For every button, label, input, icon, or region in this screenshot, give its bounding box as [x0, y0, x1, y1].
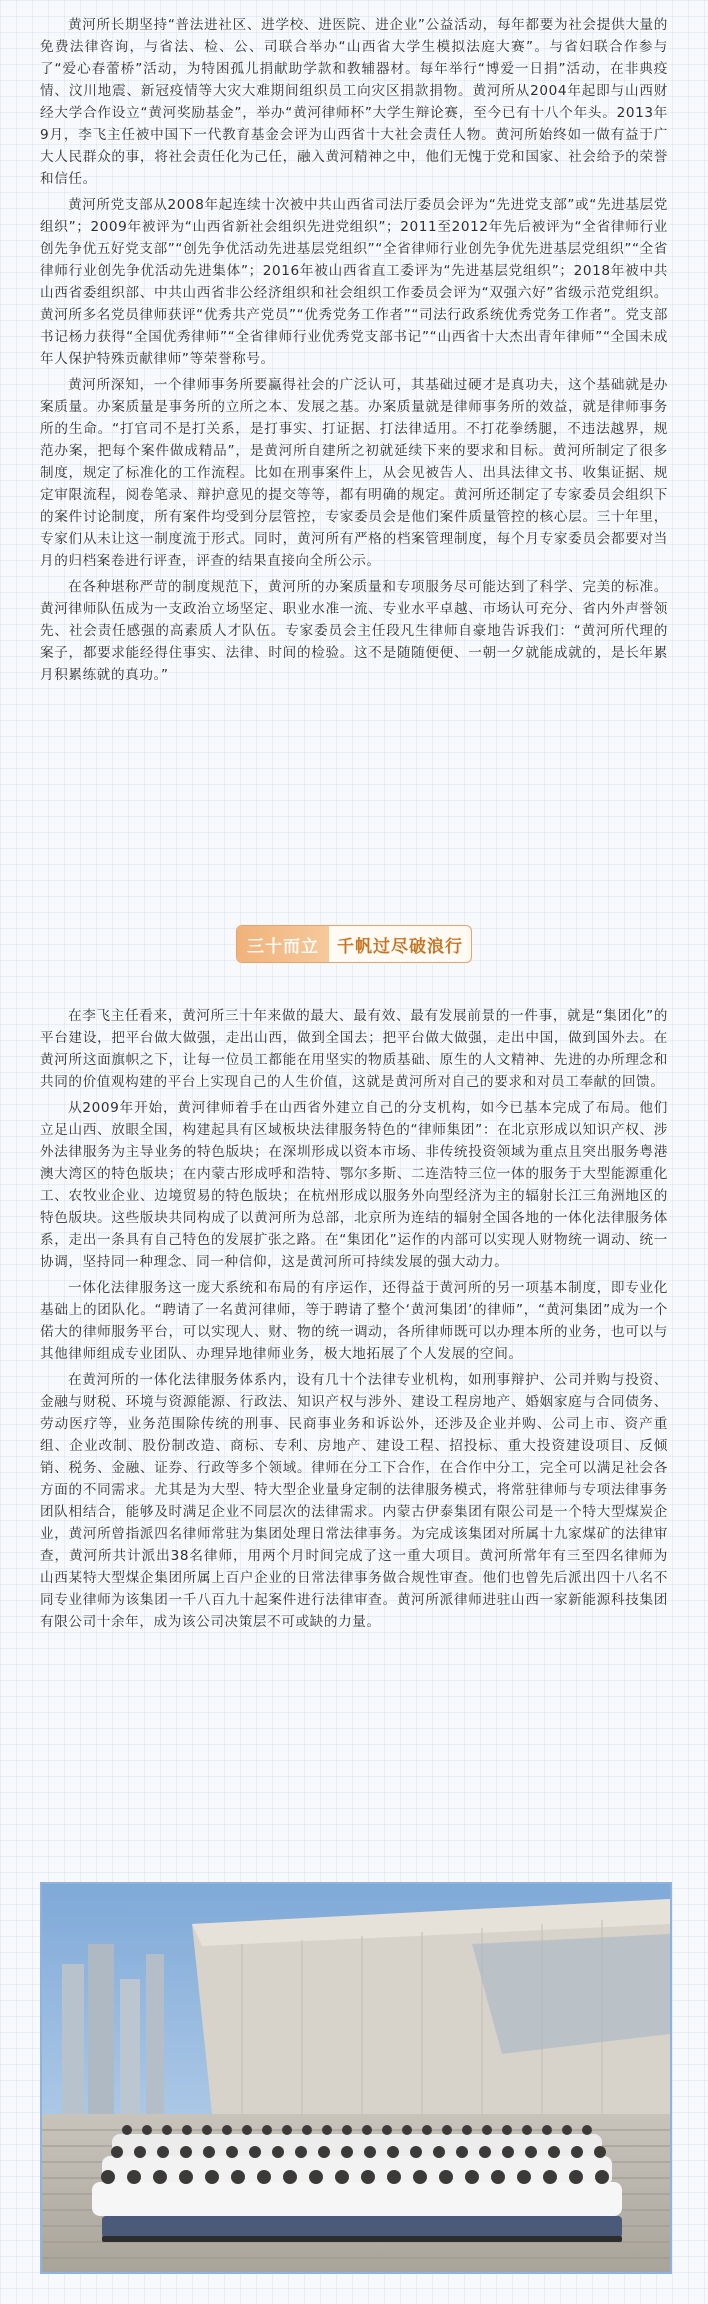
section-heading-wrap	[0, 925, 708, 969]
paragraph-public-welfare: 黄河所长期坚持“普法进社区、进学校、进医院、进企业”公益活动，每年都要为社会提供大量的免费法律咨询，与省法、检、公、司联合举办“山西省大学生模拟法庭大赛”。与省妇联合作参与了“爱心春蕾桥”活动，为特困孤儿捐献助学款和教辅器材。每年举行“博爱一日捐”活动，在非典疫情、汶川地震、新冠疫情等大灾大难期间组织员工向灾区捐款捐物。黄河所从2004年起即与山西财经大学合作设立“黄河奖励基金”，举办“黄河律师杯”大学生辩论赛，至今已有十八个年头。2013年9月，李飞主任被中国下一代教育基金会评为山西省十大社会责任人物。黄河所始终如一做有益于广大人民群众的事，将社会责任化为己任，融入黄河精神之中，他们无愧于党和国家、社会给予的荣誉和信任。	[40, 17, 668, 187]
group-photo-icon	[42, 1884, 670, 2272]
group-photo	[40, 1882, 672, 2274]
paragraph-case-quality: 黄河所深知，一个律师事务所要赢得社会的广泛认可，其基础过硬才是真功夫，这个基础就是办案质量。办案质量是事务所的立所之本、发展之基。办案质量就是律师事务所的效益，就是律师事务所的生命。“打官司不是打关系，是打事实、打证据、打法律适用。不打花拳绣腿，不违法越界，规范办案，把每个案件做成精品”，是黄河所自建所之初就延续下来的要求和目标。黄河所制定了很多制度，规定了标准化的工作流程。比如在刑事案件上，从会见被告人、出具法律文书、收集证据、规定审限流程，阅卷笔录、辩护意见的提交等等，都有明确的规定。黄河所还制定了专家委员会组织下的案件讨论制度，所有案件均受到分层管控，专家委员会是他们案件质量管控的核心层。三十年里，专家们从未让这一制度流于形式。同时，黄河所有严格的档案管理制度，每个月专家委员会都要对当月的归档案卷进行评查，评查的结果直接向全所公示。	[40, 377, 668, 569]
article-bottom	[40, 1005, 668, 1637]
paragraph-standards: 在各种堪称严苛的制度规范下，黄河所的办案质量和专项服务尽可能达到了科学、完美的标准。黄河律师队伍成为一支政治立场坚定、职业水准一流、专业水平卓越、市场认可充分、省内外声誉领先、社会责任感强的高素质人才队伍。专家委员会主任段凡生律师自豪地告诉我们：“黄河所代理的案子，都要求能经得住事实、法律、时间的检验。这不是随随便便、一朝一夕就能成就的，是长年累月积累练就的真功。”	[40, 579, 668, 683]
section-heading-title: 千帆过尽破浪行	[337, 936, 463, 957]
paragraph-branches: 从2009年开始，黄河律师着手在山西省外建立自己的分支机构，如今已基本完成了布局。他们立足山西、放眼全国，构建起具有区域板块法律服务特色的“律师集团”：在北京形成以知识产权、涉外法律服务为主导业务的特色版块；在深圳形成以资本市场、非传统投资领域为重点且突出服务粤港澳大湾区的特色版块；在内蒙古形成呼和浩特、鄂尔多斯、二连浩特三位一体的服务于大型能源重化工、农牧业企业、边境贸易的特色版块；在杭州形成以服务外向型经济为主的辐射长江三角洲地区的特色版块。这些版块共同构成了以黄河所为总部，北京所为连结的辐射全国各地的一体化法律服务体系，走出一条具有自己特色的发展扩张之路。在“集团化”运作的内部可以实现人财物统一调动、统一协调，坚持同一种理念、同一种信仰，这是黄河所可持续发展的强大动力。	[40, 1100, 668, 1270]
paragraph-teamwork: 一体化法律服务这一庞大系统和布局的有序运作，还得益于黄河所的另一项基本制度，即专业化基础上的团队化。“聘请了一名黄河律师，等于聘请了整个‘黄河集团’的律师”，“黄河集团”成为一个偌大的律师服务平台，可以实现人、财、物的统一调动，各所律师既可以办理本所的业务，也可以与其他律师组成专业团队、办理异地律师业务，极大地拓展了个人发展的空间。	[40, 1280, 668, 1362]
paragraph-group-platform: 在李飞主任看来，黄河所三十年来做的最大、最有效、最有发展前景的一件事，就是“集团化”的平台建设，把平台做大做强，走出山西，做到全国去；把平台做大做强，走出中国，做到国外去。在黄河所这面旗帜之下，让每一位员工都能在用坚实的物质基础、原生的人文精神、先进的办所理念和共同的价值观构建的平台上实现自己的人生价值，这就是黄河所对自己的要求和对员工奉献的回馈。	[40, 1008, 668, 1090]
paragraph-party-honors: 黄河所党支部从2008年起连续十次被中共山西省司法厅委员会评为“先进党支部”或“先进基层党组织”；2009年被评为“山西省新社会组织先进党组织”；2011至2012年先后被评为“全省律师行业创先争优五好党支部”“创先争优活动先进基层党组织”“全省律师行业创先争优先进基层党组织”“全省律师行业创先争优活动先进集体”；2016年被山西省直工委评为“先进基层党组织”；2018年被中共山西省委组织部、中共山西省非公经济组织和社会组织工作委员会评为“双强六好”省级示范党组织。黄河所多名党员律师获评“优秀共产党员”“优秀党务工作者”“司法行政系统优秀党务工作者”。党支部书记杨力获得“全国优秀律师”“全省律师行业优秀党支部书记”“山西省十大杰出青年律师”“全国未成年人保护特殊贡献律师”等荣誉称号。	[40, 197, 668, 367]
section-heading	[236, 925, 472, 963]
section-heading-tag: 三十而立	[237, 926, 329, 962]
article-top	[40, 14, 668, 690]
paragraph-specialties: 在黄河所的一体化法律服务体系内，设有几十个法律专业机构，如刑事辩护、公司并购与投资、金融与财税、环境与资源能源、行政法、知识产权与涉外、建设工程房地产、婚姻家庭与合同债务、劳动医疗等，业务范围除传统的刑事、民商事业务和诉讼外，还涉及企业并购、公司上市、资产重组、企业改制、股份制改造、商标、专利、房地产、建设工程、招投标、重大投资建设项目、反倾销、税务、金融、证券、行政等多个领域。律师在分工下合作，在合作中分工，完全可以满足社会各方面的不同需求。尤其是为大型、特大型企业量身定制的法律服务模式，将常驻律师与专项法律事务团队相结合，能够及时满足企业不同层次的法律需求。内蒙古伊泰集团有限公司是一个特大型煤炭企业，黄河所曾指派四名律师常驻为集团处理日常法律事务。为完成该集团对所属十九家煤矿的法律审查，黄河所共计派出38名律师，用两个月时间完成了这一重大项目。黄河所常年有三至四名律师为山西某特大型煤企集团所属上百户企业的日常法律事务做合规性审查。他们也曾先后派出四十八名不同专业律师为该集团一千八百九十起案件进行法律审查。黄河所派律师进驻山西一家新能源科技集团有限公司十余年，成为该公司决策层不可或缺的力量。	[40, 1372, 668, 1630]
